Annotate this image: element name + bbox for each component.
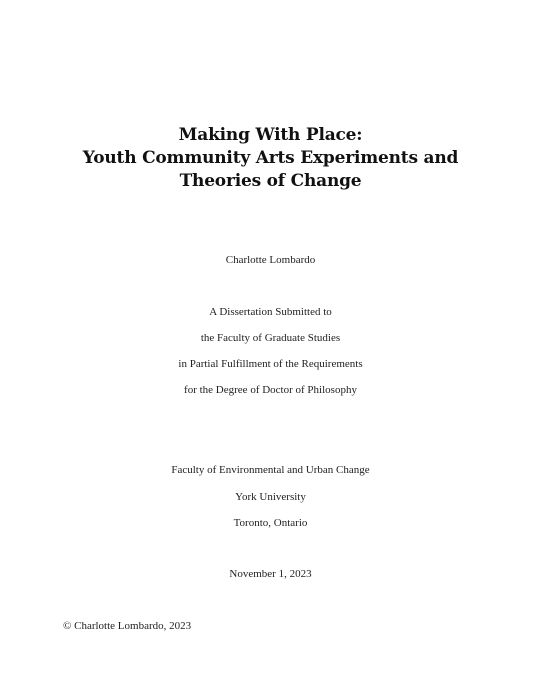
submission-line-4: for the Degree of Doctor of Philosophy <box>184 384 357 396</box>
location: Toronto, Ontario <box>233 517 308 529</box>
title-line-3: Theories of Change <box>179 171 362 191</box>
submission-line-1: A Dissertation Submitted to <box>209 306 332 318</box>
university-name: York University <box>235 491 306 503</box>
faculty-name: Faculty of Environmental and Urban Change <box>171 464 370 476</box>
title-line-1: Making With Place: <box>178 125 363 145</box>
submission-date: November 1, 2023 <box>229 568 312 580</box>
dissertation-title <box>0 124 541 193</box>
copyright-notice: © Charlotte Lombardo, 2023 <box>63 620 192 632</box>
submission-line-2: the Faculty of Graduate Studies <box>200 332 341 344</box>
submission-line-3: in Partial Fulfillment of the Requirements <box>178 358 363 370</box>
title-line-2: Youth Community Arts Experiments and <box>82 148 459 168</box>
author-name: Charlotte Lombardo <box>225 254 316 266</box>
